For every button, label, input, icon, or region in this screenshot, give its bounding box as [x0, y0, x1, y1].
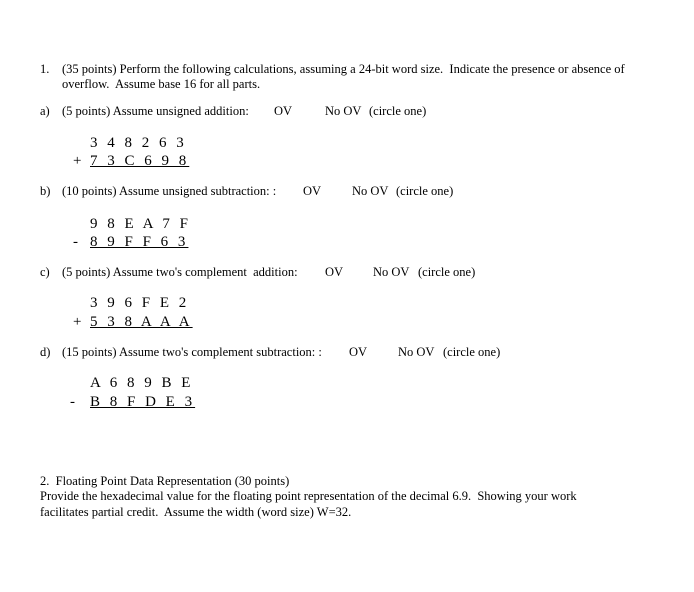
part-b-circle: (circle one) — [396, 184, 454, 198]
part-d-label: d) — [40, 345, 51, 359]
question-2-title: 2. Floating Point Data Representation (30 points) — [40, 474, 290, 488]
part-b-noov: No OV — [352, 184, 389, 198]
question-1-text-line1: (35 points) Perform the following calculations, assuming a 24-bit word size. Indicate the presence or absence of — [62, 62, 625, 76]
part-b-operator: - — [73, 234, 81, 250]
part-a-label: a) — [40, 104, 50, 118]
part-a-text: (5 points) Assume unsigned addition: — [62, 104, 249, 118]
part-b-label: b) — [40, 184, 51, 198]
part-d-bottom-operand: B 8 F D E 3 — [90, 394, 196, 410]
part-c-label: c) — [40, 265, 50, 279]
part-d-text: (15 points) Assume two's complement subtraction: : — [62, 345, 322, 359]
part-a-operator: + — [73, 153, 85, 169]
part-d-noov: No OV — [398, 345, 435, 359]
part-c-text: (5 points) Assume two's complement addition: — [62, 265, 298, 279]
part-b-ov: OV — [303, 184, 322, 198]
part-c-circle: (circle one) — [418, 265, 476, 279]
part-b-bottom-operand: 8 9 F F 6 3 — [90, 234, 189, 250]
part-b-text: (10 points) Assume unsigned subtraction: : — [62, 184, 277, 198]
question-2-text-line1: Provide the hexadecimal value for the floating point representation of the decimal 6.9. Showing your work — [40, 489, 577, 503]
part-a-circle: (circle one) — [369, 104, 427, 118]
question-1-number: 1. — [40, 62, 50, 76]
part-a-noov: No OV — [325, 104, 362, 118]
part-d-ov: OV — [349, 345, 368, 359]
part-d-circle: (circle one) — [443, 345, 501, 359]
question-1-text-line2: overflow. Assume base 16 for all parts. — [62, 77, 261, 91]
part-c-operator: + — [73, 314, 85, 330]
part-d-operator: - — [70, 394, 78, 410]
part-c-top-operand: 3 9 6 F E 2 — [90, 295, 190, 311]
part-a-ov: OV — [274, 104, 293, 118]
part-b-top-operand: 9 8 E A 7 F — [90, 216, 191, 232]
part-d-top-operand: A 6 8 9 B E — [90, 375, 194, 391]
part-c-noov: No OV — [373, 265, 410, 279]
part-c-bottom-operand: 5 3 8 A A A — [90, 314, 193, 330]
part-a-top-operand: 3 4 8 2 6 3 — [90, 135, 187, 151]
question-2-text-line2: facilitates partial credit. Assume the width (word size) W=32. — [40, 505, 352, 519]
part-a-bottom-operand: 7 3 C 6 9 8 — [90, 153, 190, 169]
part-c-ov: OV — [325, 265, 344, 279]
